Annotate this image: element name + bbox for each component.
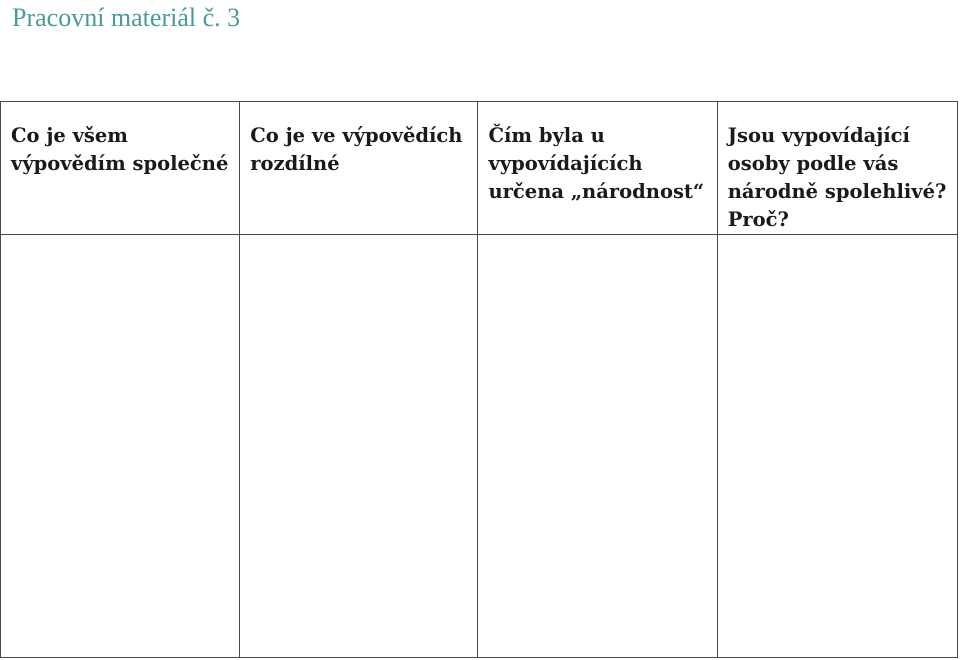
header-nationality: Čím byla u vypovídajících určena „národnost“ [478, 102, 717, 235]
answer-cell-reliability[interactable] [717, 235, 957, 658]
answer-cell-common[interactable] [1, 235, 240, 658]
worksheet-table [0, 101, 958, 658]
header-row [1, 102, 958, 235]
header-reliability: Jsou vypovídající osoby podle vás národně spolehlivé? Proč? [717, 102, 957, 235]
answer-row [1, 235, 958, 658]
answer-cell-nationality[interactable] [478, 235, 717, 658]
header-common: Co je všem výpovědím společné [1, 102, 240, 235]
answer-cell-different[interactable] [240, 235, 478, 658]
page-title: Pracovní materiál č. 3 [12, 3, 241, 32]
header-different: Co je ve výpovědích rozdílné [240, 102, 478, 235]
